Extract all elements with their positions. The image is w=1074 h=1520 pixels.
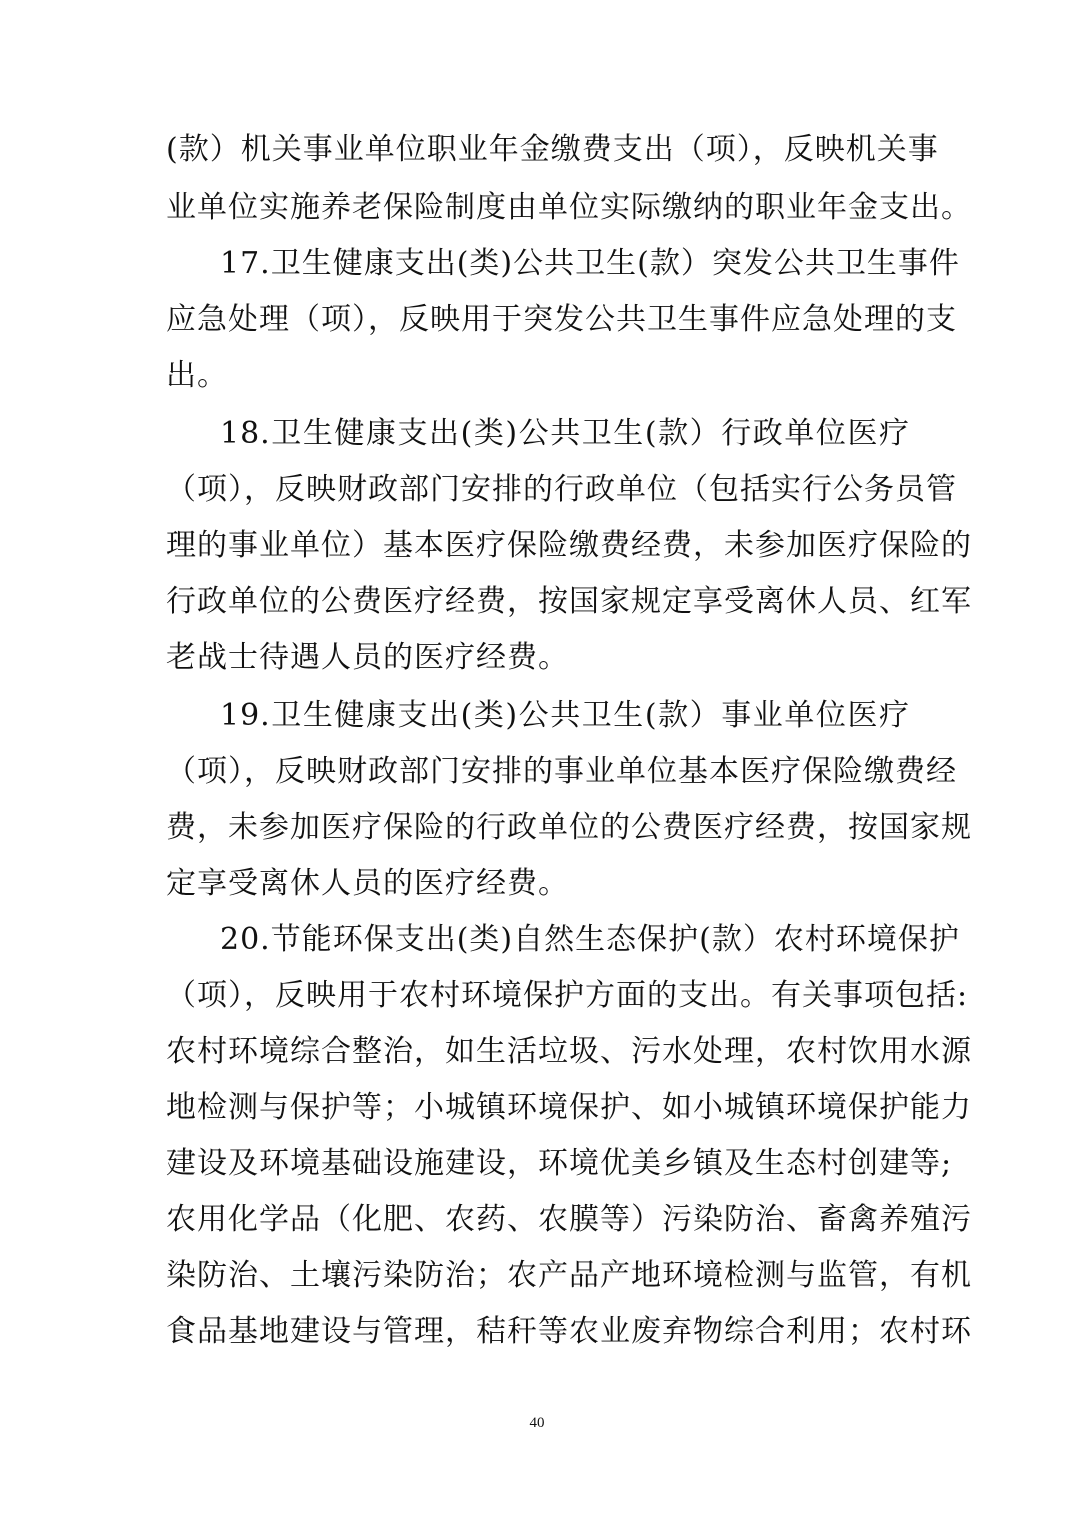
text-line-5: 出。 <box>166 358 228 393</box>
text-line-13: 费，未参加医疗保险的行政单位的公费医疗经费，按国家规 <box>166 810 972 845</box>
text-line-18: 地检测与保护等；小城镇环境保护、如小城镇环境保护能力 <box>166 1090 972 1125</box>
item-18-heading-line: 18.卫生健康支出(类)公共卫生(款）行政单位医疗 <box>220 416 910 451</box>
item-19-heading-line: 19.卫生健康支出(类)公共卫生(款）事业单位医疗 <box>220 698 910 733</box>
text-line-19: 建设及环境基础设施建设，环境优美乡镇及生态村创建等; <box>166 1146 953 1181</box>
text-line-14: 定享受离休人员的医疗经费。 <box>166 866 569 901</box>
text-line-20: 农用化学品（化肥、农药、农膜等）污染防治、畜禽养殖污 <box>166 1202 972 1237</box>
text-line-7: （项），反映财政部门安排的行政单位（包括实行公务员管 <box>166 472 957 507</box>
text-line-2: 业单位实施养老保险制度由单位实际缴纳的职业年金支出。 <box>166 190 972 225</box>
text-line-16: （项），反映用于农村环境保护方面的支出。有关事项包括: <box>166 978 969 1013</box>
item-20-heading-line: 20.节能环保支出(类)自然生态保护(款）农村环境保护 <box>220 922 960 957</box>
text-line-8: 理的事业单位）基本医疗保险缴费经费，未参加医疗保险的 <box>166 528 972 563</box>
text-line-1: (款）机关事业单位职业年金缴费支出（项），反映机关事 <box>166 132 939 167</box>
text-line-17: 农村环境综合整治，如生活垃圾、污水处理，农村饮用水源 <box>166 1034 972 1069</box>
text-line-4: 应急处理（项），反映用于突发公共卫生事件应急处理的支 <box>166 302 957 337</box>
text-line-10: 老战士待遇人员的医疗经费。 <box>166 640 569 675</box>
text-line-21: 染防治、土壤污染防治；农产品产地环境检测与监管，有机 <box>166 1258 972 1293</box>
page-number: 40 <box>529 1415 545 1431</box>
text-line-12: （项），反映财政部门安排的事业单位基本医疗保险缴费经 <box>166 754 957 789</box>
item-17-heading-line: 17.卫生健康支出(类)公共卫生(款）突发公共卫生事件 <box>220 246 960 281</box>
text-line-9: 行政单位的公费医疗经费，按国家规定享受离休人员、红军 <box>166 584 972 619</box>
text-line-22: 食品基地建设与管理，秸秆等农业废弃物综合利用；农村环 <box>166 1314 972 1349</box>
